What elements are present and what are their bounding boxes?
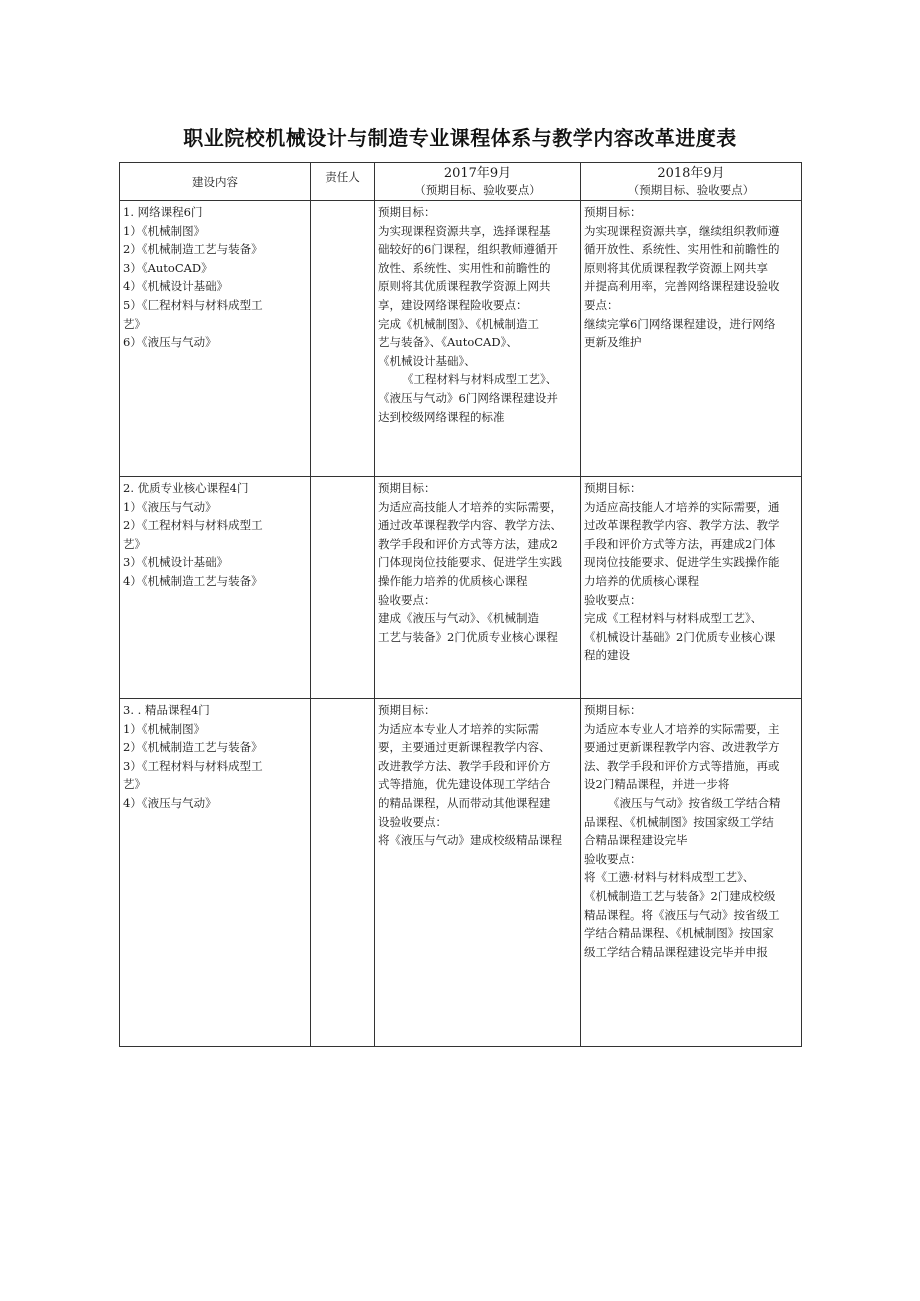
text-line: 为实现课程资源共享，继续组织教师遵 bbox=[584, 223, 780, 238]
text-line: 品课程、《机械制图》按国家级工学结 bbox=[584, 814, 774, 829]
text-line: 级工学结合精品课程建设完毕并申报 bbox=[584, 944, 768, 959]
cell-2017 bbox=[375, 477, 581, 699]
cell-content bbox=[120, 201, 311, 477]
text-line: 《机械设计基础》2门优质专业核心课 bbox=[584, 629, 776, 644]
content-line: 艺》 bbox=[123, 316, 146, 331]
text-line: 预期目标： bbox=[378, 703, 436, 717]
text-line: 享，建设网络课程险收要点： bbox=[378, 297, 528, 312]
text-line: 程的建设 bbox=[584, 648, 630, 663]
cell-2017 bbox=[375, 699, 581, 1047]
text-line: 要点： bbox=[584, 297, 619, 312]
text-line: 验收要点： bbox=[584, 851, 642, 866]
text-line: 为实现课程资源共享，选择课程基 bbox=[378, 223, 551, 238]
content-line: 1）《液压与气动》 bbox=[123, 499, 217, 514]
table-row bbox=[120, 699, 802, 1047]
text-line: 继续完掌6门网络课程建设，进行网络 bbox=[584, 316, 776, 331]
text-line: 工艺与装备》2门优质专业核心课程 bbox=[378, 629, 558, 644]
text-line: 为适应高技能人才培养的实际需要， bbox=[378, 499, 562, 514]
text-line: 精品课程。将《液压与气动》按省级工 bbox=[584, 907, 780, 922]
header-person-label: 责任人 bbox=[325, 170, 360, 184]
document-title: 职业院校机械设计与制造专业课程体系与教学内容改革进度表 bbox=[183, 126, 737, 150]
text-line: 为适应本专业人才培养的实际需 bbox=[378, 721, 539, 736]
text-line: 力培养的优质核心课程 bbox=[584, 573, 699, 588]
text-line: 要，主要通过更新课程教学内容、 bbox=[378, 740, 551, 755]
content-line: 2）《机械制造工艺与装备》 bbox=[123, 740, 263, 755]
header-person bbox=[311, 163, 375, 201]
text-line: 并提高利用率，完善网络课程建设验收 bbox=[584, 279, 780, 294]
text-line: 预期目标： bbox=[584, 481, 642, 495]
content-line: 6）《液压与气动》 bbox=[123, 335, 217, 350]
text-line: 合精品课程建设完毕 bbox=[584, 833, 688, 848]
cell-2017 bbox=[375, 201, 581, 477]
text-line: 为适应本专业人才培养的实际需要，主 bbox=[584, 721, 780, 736]
text-line: 预期目标： bbox=[378, 481, 436, 495]
text-line: 通过改革课程教学内容、教学方法、 bbox=[378, 518, 562, 533]
text-line: 《机械设计基础》、 bbox=[378, 353, 476, 368]
text-line: 循开放性、系统性、实用性和前瞻性的 bbox=[584, 242, 780, 257]
text-line: 将《液压与气动》建成校级精品课程 bbox=[378, 833, 562, 848]
content-line: 艺》 bbox=[123, 777, 146, 792]
content-line: 1）《机械制图》 bbox=[123, 223, 206, 238]
content-line: 3）《机械设计基础》 bbox=[123, 555, 229, 570]
cell-content bbox=[120, 699, 311, 1047]
content-line: 3）《AutoCAD》 bbox=[123, 260, 213, 275]
cell-2018 bbox=[581, 699, 802, 1047]
header-2018-sub: （预期目标、验收要点） bbox=[627, 182, 755, 197]
text-line: 达到校级网络课程的标准 bbox=[378, 409, 505, 424]
cell-person bbox=[311, 201, 375, 477]
text-line: 手段和评价方式等方法，再建成2门体 bbox=[584, 536, 776, 551]
content-line: 2. 优质专业核心课程4门 bbox=[123, 481, 249, 495]
text-line: 设验收要点： bbox=[378, 814, 447, 829]
text-line: 教学手段和评价方式等方法，建成2 bbox=[378, 536, 558, 551]
text-line: 改进教学方法、教学手段和评价方 bbox=[378, 758, 551, 773]
text-line: 法、教学手段和评价方式等措施，再或 bbox=[584, 758, 780, 773]
text-line: 门体现岗位技能要求、促进学生实践 bbox=[378, 555, 562, 570]
text-line: 为适应高技能人才培养的实际需要，通 bbox=[584, 499, 780, 514]
text-line: 放性、系统性、实用性和前瞻性的 bbox=[378, 260, 551, 275]
cell-person bbox=[311, 477, 375, 699]
header-content bbox=[120, 163, 311, 201]
text-line: 原则将其优质课程教学资源上网共享 bbox=[584, 260, 768, 275]
text-line: 的精品课程，从而带动其他课程建 bbox=[378, 795, 551, 810]
header-2018-date: 2018年9月 bbox=[657, 165, 725, 181]
content-line: 1）《机械制图》 bbox=[123, 721, 206, 736]
text-line: 将《工懑·材料与材料成型工艺》、 bbox=[584, 870, 755, 885]
cell-2018 bbox=[581, 477, 802, 699]
table-row bbox=[120, 201, 802, 477]
content-line: 艺》 bbox=[123, 536, 146, 551]
text-line: 式等措施，优先建设体现工学结合 bbox=[378, 777, 551, 792]
progress-table bbox=[119, 162, 802, 1047]
text-line: 操作能力培养的优质核心课程 bbox=[378, 573, 528, 588]
cell-content bbox=[120, 477, 311, 699]
text-line: 学结合精品课程、《机械制图》按国家 bbox=[584, 926, 774, 941]
header-2018 bbox=[581, 163, 802, 201]
table-row bbox=[120, 477, 802, 699]
text-line: 现岗位技能要求、促进学生实践操作能 bbox=[584, 555, 780, 570]
text-line: 预期目标： bbox=[378, 205, 436, 219]
content-line: 3. . 精品课程4门 bbox=[123, 703, 210, 717]
text-line: 验收要点： bbox=[378, 592, 436, 607]
text-line: 建成《液压与气动》、《机械制造 bbox=[378, 611, 539, 626]
text-line: 过改革课程教学内容、教学方法、教学 bbox=[584, 518, 780, 533]
content-line: 4）《机械设计基础》 bbox=[123, 279, 229, 294]
text-line: 验收要点： bbox=[584, 592, 642, 607]
text-line: 艺与装备》、《AutoCAD》、 bbox=[378, 335, 518, 350]
content-line: 2）《工程材料与材料成型工 bbox=[123, 518, 263, 533]
text-line: 原则将其优质课程教学资源上网共 bbox=[378, 279, 551, 294]
text-line: 《机械制造工艺与装备》2门建成校级 bbox=[584, 888, 776, 903]
text-line: 要通过更新课程教学内容、改进教学方 bbox=[584, 740, 780, 755]
text-line: 础较好的6门课程，组织教师遵循开 bbox=[378, 242, 558, 257]
header-content-label: 建设内容 bbox=[192, 174, 238, 189]
cell-person bbox=[311, 699, 375, 1047]
header-2017-date: 2017年9月 bbox=[443, 165, 512, 181]
header-2017-sub: （预期目标、验收要点） bbox=[414, 182, 541, 197]
content-line: 5）《匚程材料与材料成型工 bbox=[123, 297, 263, 312]
content-line: 4）《机械制造工艺与装备》 bbox=[123, 573, 263, 588]
text-line: 《液压与气动》按省级工学结合精 bbox=[608, 795, 781, 810]
text-line: 《液压与气动》6门网络课程建设并 bbox=[378, 390, 558, 405]
text-line: 设2门精品课程，并进一步将 bbox=[584, 777, 730, 792]
content-line: 2）《机械制造工艺与装备》 bbox=[123, 242, 263, 257]
text-line: 更新及维护 bbox=[584, 335, 642, 350]
table-header-row bbox=[120, 163, 802, 201]
text-line: 完成《工程材料与材料成型工艺》、 bbox=[584, 611, 763, 626]
cell-2018 bbox=[581, 201, 802, 477]
text-line: 《工程材料与材料成型工艺》、 bbox=[402, 372, 558, 387]
text-line: 预期目标： bbox=[584, 703, 642, 717]
content-line: 4）《液压与气动》 bbox=[123, 795, 217, 810]
text-line: 预期目标： bbox=[584, 205, 642, 219]
text-line: 完成《机械制图》、《机械制造工 bbox=[378, 316, 539, 331]
content-line: 1. 网络课程6门 bbox=[123, 205, 203, 219]
content-line: 3）《工程材料与材料成型工 bbox=[123, 758, 263, 773]
header-2017 bbox=[375, 163, 581, 201]
